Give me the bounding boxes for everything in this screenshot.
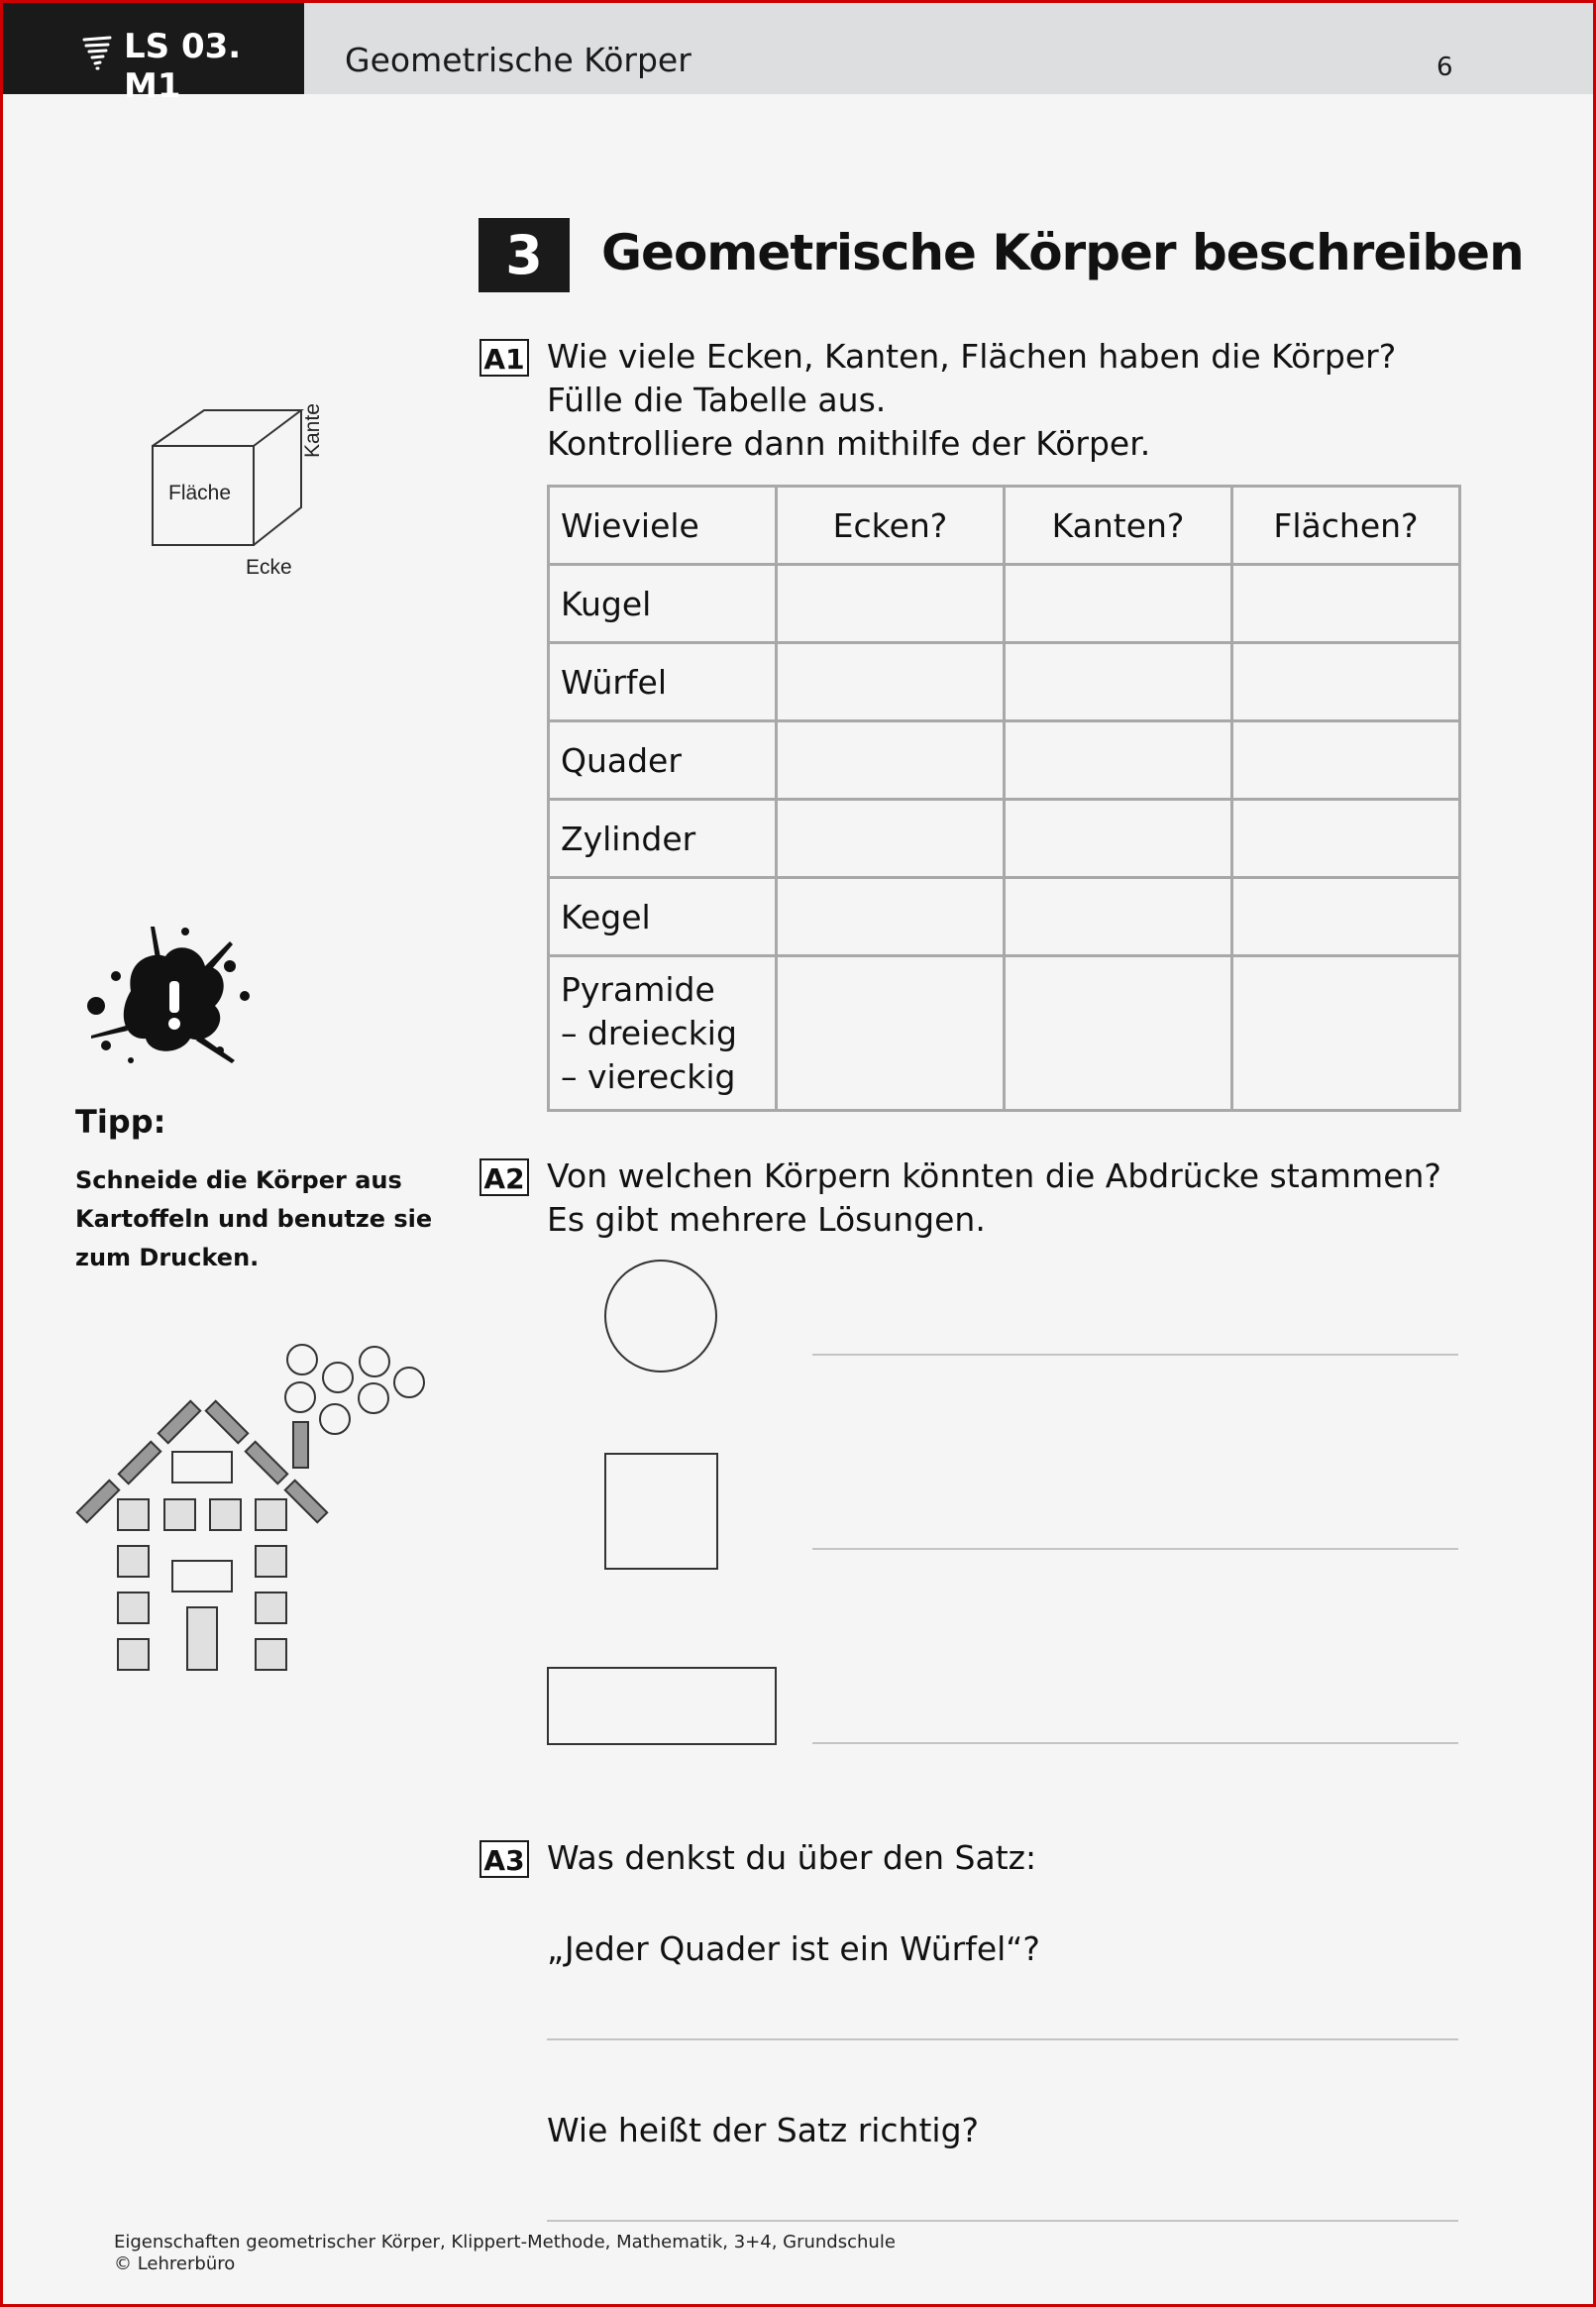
header-badge <box>3 3 304 106</box>
table-header-cell: Kanten? <box>1005 487 1232 565</box>
pyramid-label: Pyramide <box>561 969 715 1009</box>
answer-cell[interactable] <box>777 800 1005 878</box>
task-a3-followup: Wie heißt der Satz richtig? <box>547 2111 980 2149</box>
answer-line[interactable] <box>547 2220 1458 2222</box>
answer-cell[interactable] <box>1005 565 1232 643</box>
answer-line[interactable] <box>547 2038 1458 2040</box>
table-row <box>549 721 1460 800</box>
page-footer <box>114 2232 896 2275</box>
counting-table <box>547 485 1461 1112</box>
tornado-logo-icon <box>82 36 112 71</box>
row-label-cell: Quader <box>549 721 777 800</box>
task-a3-quote: „Jeder Quader ist ein Würfel“? <box>547 1929 1040 1968</box>
task-a1-line-1: Wie viele Ecken, Kanten, Flächen haben die Körper? <box>547 337 1397 376</box>
rectangle-print-shape <box>547 1667 777 1745</box>
table-header-cell: Flächen? <box>1232 487 1460 565</box>
answer-cell[interactable] <box>1005 878 1232 956</box>
tip-line-2: Kartoffeln und benutze sie <box>75 1205 433 1233</box>
answer-cell[interactable] <box>1005 956 1232 1111</box>
page-number: 6 <box>1436 53 1453 82</box>
answer-cell[interactable] <box>777 878 1005 956</box>
task-a3-badge: A3 <box>479 1840 529 1878</box>
task-a2-line-1: Von welchen Körpern könnten die Abdrücke stammen? <box>547 1156 1441 1195</box>
page-header <box>3 3 1593 106</box>
answer-cell[interactable] <box>1005 800 1232 878</box>
cube-corner-label: Ecke <box>246 556 292 579</box>
table-row <box>549 565 1460 643</box>
section-number: 3 <box>479 218 570 292</box>
answer-cell[interactable] <box>1232 800 1460 878</box>
tip-title: Tipp: <box>75 1103 166 1141</box>
tip-line-1: Schneide die Körper aus <box>75 1166 402 1194</box>
row-label-cell <box>549 956 777 1111</box>
answer-cell[interactable] <box>1005 721 1232 800</box>
header-title: Geometrische Körper <box>345 41 692 79</box>
table-header-row <box>549 487 1460 565</box>
answer-cell[interactable] <box>1232 878 1460 956</box>
footer-copyright: © Lehrerbüro <box>114 2253 236 2274</box>
answer-cell[interactable] <box>1232 643 1460 721</box>
cube-face-label: Fläche <box>168 482 232 504</box>
circle-print-shape <box>604 1260 717 1373</box>
task-a1-badge: A1 <box>479 339 529 377</box>
answer-cell[interactable] <box>777 721 1005 800</box>
answer-cell[interactable] <box>1005 643 1232 721</box>
task-a1-line-2: Fülle die Tabelle aus. <box>547 381 887 419</box>
task-a1-line-3: Kontrolliere dann mithilfe der Körper. <box>547 424 1151 463</box>
task-a2-badge: A2 <box>479 1158 529 1196</box>
header-code: LS 03. M1 <box>124 27 242 106</box>
ink-splash-exclamation-icon <box>71 922 269 1080</box>
task-a3-question: Was denkst du über den Satz: <box>547 1838 1037 1877</box>
section-title: Geometrische Körper beschreiben <box>601 224 1524 281</box>
tip-line-3: zum Drucken. <box>75 1244 260 1271</box>
answer-cell[interactable] <box>777 565 1005 643</box>
table-row <box>549 956 1460 1111</box>
tip-body <box>75 1161 432 1277</box>
table-row <box>549 800 1460 878</box>
table-row <box>549 643 1460 721</box>
pyramid-square-label: – viereckig <box>561 1056 736 1096</box>
pyramid-triangular-label: – dreieckig <box>561 1013 737 1052</box>
table-header-cell: Ecken? <box>777 487 1005 565</box>
answer-cell[interactable] <box>777 643 1005 721</box>
task-a2-text <box>547 1154 1441 1242</box>
stamped-house-illustration <box>69 1338 436 1680</box>
cube-edge-label: Kante <box>301 403 324 458</box>
table-header-cell: Wieviele <box>549 487 777 565</box>
row-label-cell: Kugel <box>549 565 777 643</box>
task-a2-line-2: Es gibt mehrere Lösungen. <box>547 1200 986 1239</box>
answer-cell[interactable] <box>1232 721 1460 800</box>
footer-source: Eigenschaften geometrischer Körper, Klippert-Methode, Mathematik, 3+4, Grundschule <box>114 2232 896 2252</box>
table-row <box>549 878 1460 956</box>
row-label-cell: Kegel <box>549 878 777 956</box>
answer-cell[interactable] <box>1232 956 1460 1111</box>
square-print-shape <box>604 1453 718 1570</box>
answer-line[interactable] <box>812 1354 1458 1356</box>
answer-cell[interactable] <box>1232 565 1460 643</box>
answer-line[interactable] <box>812 1742 1458 1744</box>
answer-cell[interactable] <box>777 956 1005 1111</box>
task-a1-text <box>547 335 1396 466</box>
row-label-cell: Würfel <box>549 643 777 721</box>
answer-line[interactable] <box>812 1548 1458 1550</box>
row-label-cell: Zylinder <box>549 800 777 878</box>
